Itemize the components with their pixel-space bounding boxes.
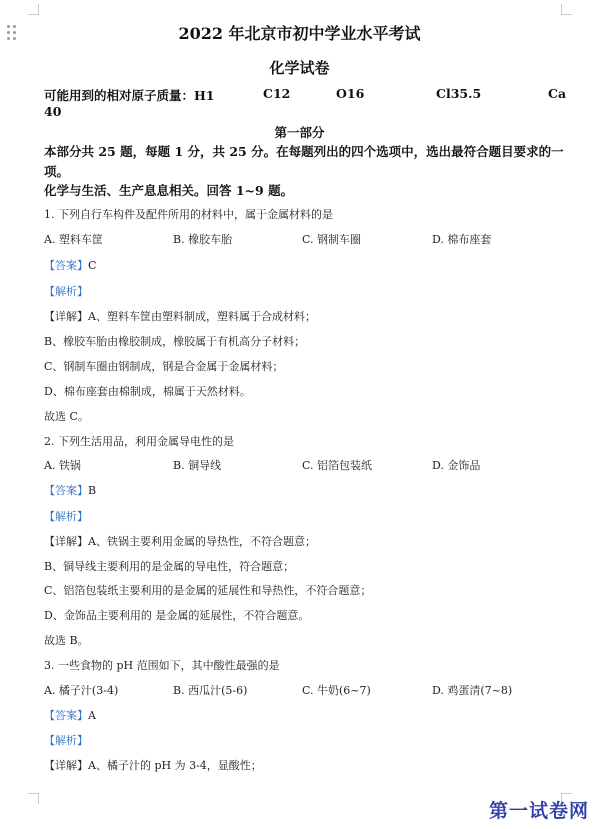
question-3-option-a: A. 橘子汁(3-4) xyxy=(44,684,119,697)
question-1-answer xyxy=(44,257,96,273)
instructions-line-1: 本部分共 25 题，每题 1 分，共 25 分。在每题列出的四个选项中，选出最符合题目要求的一 xyxy=(44,144,564,159)
question-2-explanation-line: C、铝箔包装纸主要利用的是金属的延展性和导热性，不符合题意； xyxy=(44,584,372,597)
part-title: 第一部分 xyxy=(274,125,325,140)
answer-value: A xyxy=(88,709,96,722)
question-2-analysis-label: 【解析】 xyxy=(44,510,88,523)
atomic-mass-ca: Ca xyxy=(548,86,567,101)
question-1-explanation-line: C、钢制车圈由钢制成，钢是合金属于金属材料； xyxy=(44,360,284,373)
question-3-stem: 3. 一些食物的 pH 范围如下，其中酸性最强的是 xyxy=(44,659,280,672)
crop-mark-top-left xyxy=(28,4,39,15)
answer-value: C xyxy=(88,259,97,272)
crop-mark-bottom-left xyxy=(28,793,39,804)
exam-title: 2022 年北京市初中学业水平考试 xyxy=(178,24,421,43)
question-2-explanation-line: 【详解】A、铁锅主要利用金属的导热性，不符合题意； xyxy=(44,535,316,548)
question-1-conclusion: 故选 C。 xyxy=(44,410,89,423)
question-3-analysis-label: 【解析】 xyxy=(44,734,88,747)
section-intro: 化学与生活、生产息息相关。回答 1~9 题。 xyxy=(44,183,294,198)
question-1-explanation-line: B、橡胶车胎由橡胶制成，橡胶属于有机高分子材料； xyxy=(44,335,306,348)
question-1-stem: 1. 下列自行车构件及配件所用的材料中，属于金属材料的是 xyxy=(44,208,333,221)
question-2-conclusion: 故选 B。 xyxy=(44,634,89,647)
question-2-answer xyxy=(44,482,96,498)
question-2-option-c: C. 铝箔包装纸 xyxy=(302,459,373,472)
atomic-mass-label: 可能用到的相对原子质量：H1 xyxy=(44,88,215,103)
crop-mark-top-right xyxy=(561,4,572,15)
question-1-explanation-line: D、棉布座套由棉制成，棉属于天然材料。 xyxy=(44,385,251,398)
question-2-option-b: B. 铜导线 xyxy=(173,459,222,472)
question-1-option-d: D. 棉布座套 xyxy=(432,233,492,246)
question-2-stem: 2. 下列生活用品，利用金属导电性的是 xyxy=(44,435,234,448)
question-2-explanation-line: D、金饰品主要利用的 是金属的延展性，不符合题意。 xyxy=(44,609,310,622)
atomic-mass-cl: Cl35.5 xyxy=(436,86,482,101)
answer-value: B xyxy=(88,484,97,497)
question-1-option-a: A. 塑料车筐 xyxy=(44,233,103,246)
atomic-mass-o: O16 xyxy=(336,86,365,101)
answer-label: 【答案】 xyxy=(44,259,88,272)
question-2-option-d: D. 金饰品 xyxy=(432,459,481,472)
atomic-mass-c: C12 xyxy=(263,86,291,101)
exam-subtitle: 化学试卷 xyxy=(269,59,330,77)
question-1-analysis-label: 【解析】 xyxy=(44,285,88,298)
question-1-option-b: B. 橡胶车胎 xyxy=(173,233,233,246)
instructions-line-2: 项。 xyxy=(44,164,70,179)
site-logo: 第一试卷网 xyxy=(488,800,589,822)
question-2-explanation-line: B、铜导线主要利用的是金属的导电性，符合题意； xyxy=(44,560,295,573)
atomic-mass-ca-value: 40 xyxy=(44,104,62,119)
answer-label: 【答案】 xyxy=(44,709,88,722)
question-3-option-c: C. 牛奶(6~7) xyxy=(302,684,371,697)
question-2-option-a: A. 铁锅 xyxy=(44,459,81,472)
question-1-option-c: C. 钢制车圈 xyxy=(302,233,362,246)
answer-label: 【答案】 xyxy=(44,484,88,497)
question-3-option-b: B. 西瓜汁(5-6) xyxy=(173,684,248,697)
question-1-explanation-line: 【详解】A、塑料车筐由塑料制成，塑料属于合成材料； xyxy=(44,310,316,323)
question-3-answer xyxy=(44,707,96,723)
question-3-option-d: D. 鸡蛋清(7~8) xyxy=(432,684,513,697)
question-3-explanation-line: 【详解】A、橘子汁的 pH 为 3-4，显酸性； xyxy=(44,759,262,772)
